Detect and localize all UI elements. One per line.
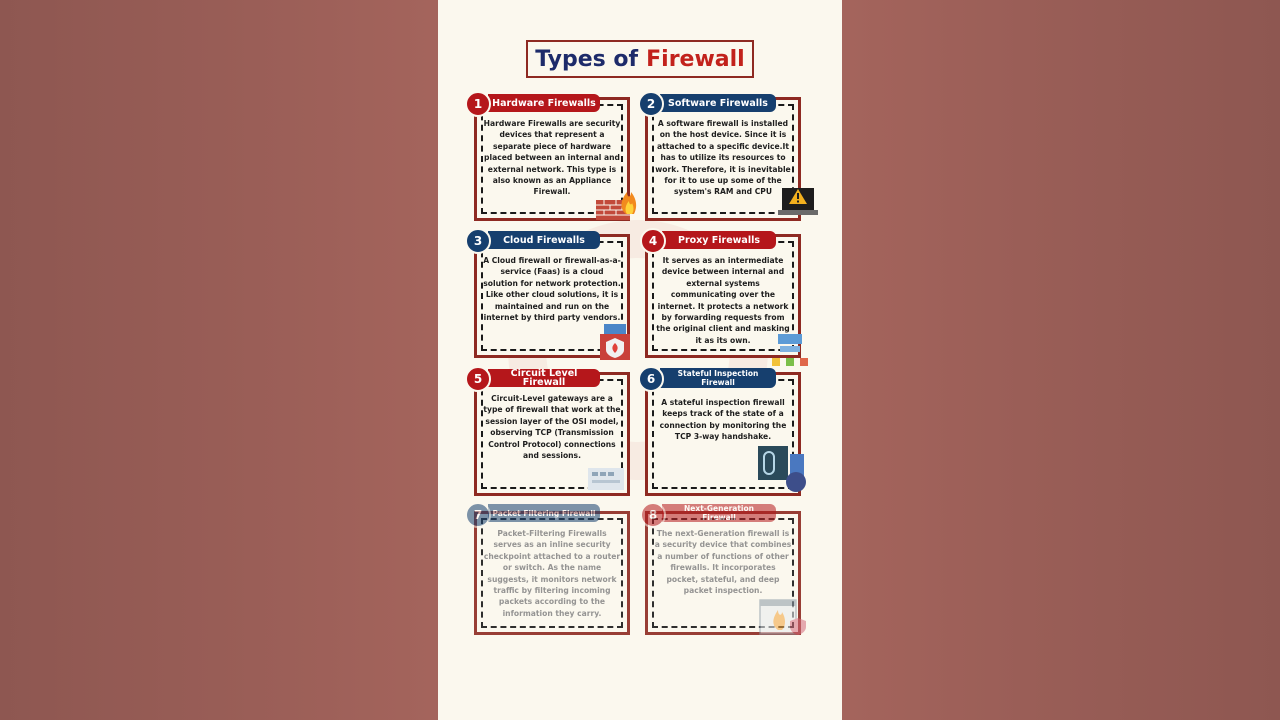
card-description: It serves as an intermediate device between internal and external systems communicating over the internet. It protects a network by forwarding requests from the original client and masking it as its own. [656,256,790,345]
card-title-label: Next-Generation Firewall [662,504,776,522]
card-title-label: Proxy Firewalls [662,231,776,249]
card-description: Packet-Filtering Firewalls serves as an inline security checkpoint attached to a router or switch. As the name suggests, it monitors network traffic by filtering incoming packets according to the information they carry. [483,529,621,618]
card-number-badge: 3 [465,228,491,254]
card-number-badge: 4 [640,228,666,254]
card-description: A stateful inspection firewall keeps track of the state of a connection by monitoring the TCP 3-way handshake. [659,398,787,442]
card-description: A software firewall is installed on the host device. Since it is attached to a specific device.It has to utilize its resources to work. Therefore, it is inevitable for it to use up some of the system's RAM and CPU [655,119,791,197]
card-description: Circuit-Level gateways are a type of firewall that work at the session layer of the OSI model, observing TCP (Transmission Control Protocol) connections and sessions. [483,394,621,461]
card-title-label: Packet Filtering Firewall [488,504,600,522]
card-number-badge: 7 [465,502,491,528]
infographic-poster [438,0,842,720]
card-title-label: Circuit Level Firewall [488,369,600,387]
card-title-label: Cloud Firewalls [488,231,600,249]
browser-fire-shield-icon [758,596,808,640]
card-number-badge: 6 [638,366,664,392]
brick-wall-fire-icon [596,182,640,222]
page-title [526,40,754,78]
card-number-badge: 8 [640,502,666,528]
card-number-badge: 1 [465,91,491,117]
card-description: Hardware Firewalls are security devices that represent a separate piece of hardware placed between an internal and external network. This type is also known as an Appliance Firewall. [483,119,621,197]
router-switch-icon [588,460,630,494]
card-number-badge: 5 [465,366,491,392]
card-title-label: Software Firewalls [660,94,776,112]
server-lock-icon [756,444,810,496]
title-part-2: Firewall [646,46,745,72]
card-number-badge: 2 [638,91,664,117]
card-title-label: Hardware Firewalls [488,94,600,112]
proxy-network-icon [772,334,810,368]
card-packet-filtering-firewall [474,511,630,635]
card-description: The next-Generation firewall is a security device that combines a number of functions of other firewalls. It incorporates pocket, stateful, and deep packet inspection. [654,529,792,596]
card-description: A Cloud firewall or firewall-as-a-service (Faas) is a cloud solution for network protection. Like other cloud solutions, it is maintained and run on the internet by third party vendors. [483,256,621,323]
title-part-1: Types of [535,46,639,72]
card-title-label: Stateful Inspection Firewall [660,368,776,388]
laptop-warning-icon [778,184,818,220]
cloud-shield-icon [598,322,632,362]
